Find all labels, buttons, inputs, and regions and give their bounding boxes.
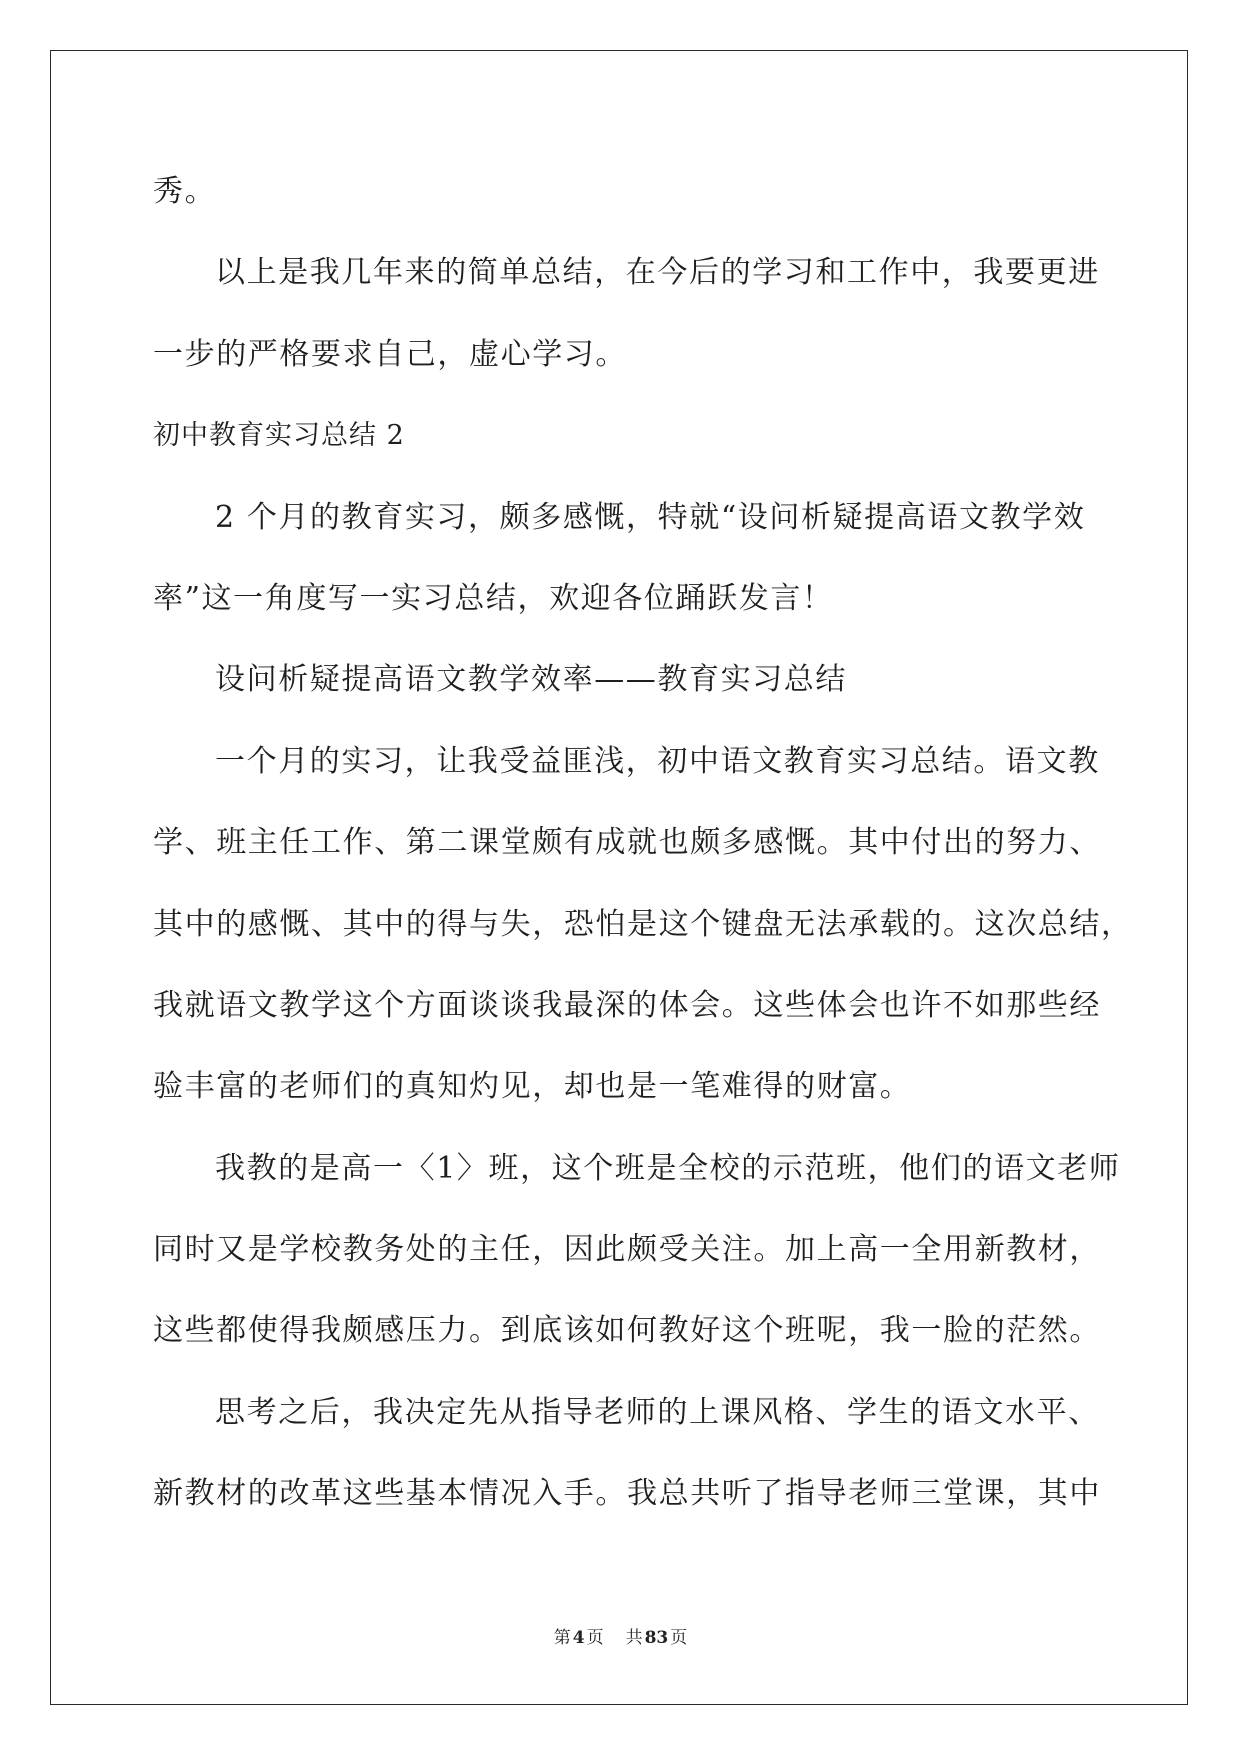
body-line: 一步的严格要求自己，虚心学习。	[153, 336, 627, 372]
total-prefix: 共	[625, 1628, 643, 1648]
body-line: 以上是我几年来的简单总结，在今后的学习和工作中，我要更进	[215, 255, 1100, 291]
body-line: 其中的感慨、其中的得与失，恐怕是这个键盘无法承载的。这次总结，	[153, 906, 1133, 942]
section-title: 初中教育实习总结 2	[153, 420, 405, 452]
total-page-count: 83	[644, 1628, 669, 1648]
body-line: 学、班主任工作、第二课堂颇有成就也颇多感慨。其中付出的努力、	[153, 825, 1101, 861]
body-line: 这些都使得我颇感压力。到底该如何教好这个班呢，我一脸的茫然。	[153, 1313, 1101, 1349]
body-line: 思考之后，我决定先从指导老师的上课风格、学生的语文水平、	[215, 1394, 1100, 1430]
current-page-number: 4	[572, 1628, 585, 1648]
page-prefix: 第	[553, 1628, 571, 1648]
body-line: 设问析疑提高语文教学效率——教育实习总结	[215, 662, 847, 698]
body-line: 同时又是学校教务处的主任，因此颇受关注。加上高一全用新教材，	[153, 1232, 1101, 1268]
document-body	[153, 151, 1163, 1535]
body-line: 率”这一角度写一实习总结，欢迎各位踊跃发言！	[153, 580, 834, 616]
body-line: 2 个月的教育实习，颇多感慨，特就“设问析疑提高语文教学效	[215, 499, 1086, 535]
page-unit: 页	[586, 1628, 604, 1648]
body-line: 我教的是高一〈1〉班，这个班是全校的示范班，他们的语文老师	[215, 1150, 1121, 1186]
body-line: 验丰富的老师们的真知灼见，却也是一笔难得的财富。	[153, 1069, 912, 1105]
total-unit: 页	[670, 1628, 688, 1648]
body-line: 一个月的实习，让我受益匪浅，初中语文教育实习总结。语文教	[215, 743, 1100, 779]
body-line: 秀。	[153, 174, 217, 209]
body-line: 新教材的改革这些基本情况入手。我总共听了指导老师三堂课，其中	[153, 1476, 1101, 1512]
page-footer	[0, 1624, 1241, 1652]
body-line: 我就语文教学这个方面谈谈我最深的体会。这些体会也许不如那些经	[153, 987, 1101, 1023]
